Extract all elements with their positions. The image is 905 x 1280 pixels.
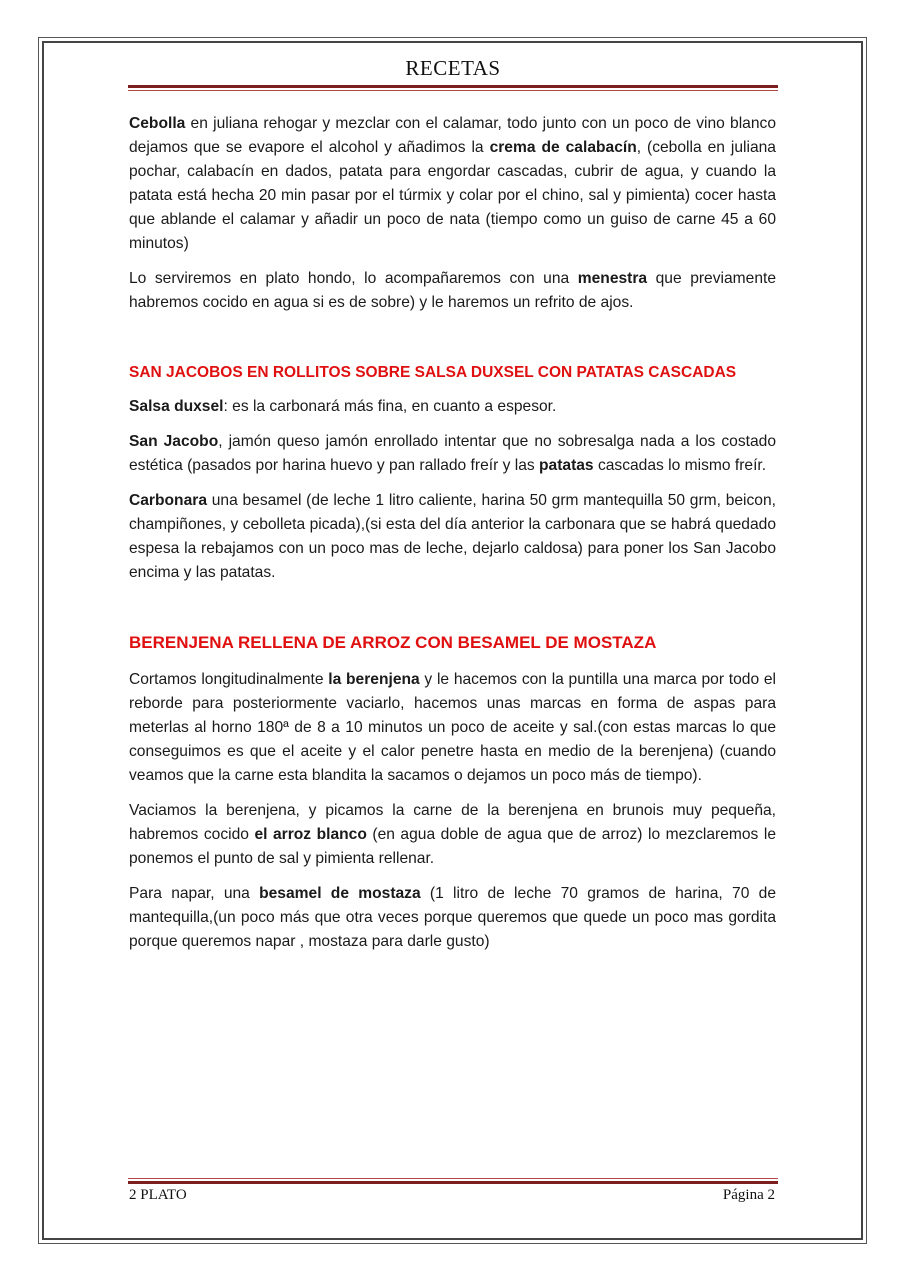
header-rule	[128, 85, 778, 88]
bold-term: el arroz blanco	[254, 826, 367, 843]
paragraph-text: (en agua doble de agua que de arroz) lo mezclaremos le ponemos el punto de sal y pimienta rellenar.	[129, 826, 776, 867]
paragraph-salsa-duxsel	[129, 395, 776, 419]
paragraph-text: Cortamos longitudinalmente	[129, 671, 329, 688]
bold-term: patatas	[539, 457, 594, 474]
paragraph-text: cascadas lo mismo freír.	[593, 457, 767, 474]
paragraph-cebolla	[129, 112, 776, 256]
paragraph-servir	[129, 267, 776, 315]
footer-rule	[128, 1181, 778, 1184]
bold-term: crema de calabacín	[489, 139, 637, 156]
document-body	[129, 112, 776, 965]
bold-term: la berenjena	[328, 671, 420, 688]
paragraph-text: , (cebolla en juliana pochar, calabacín en dados, patata para engordar cascadas, cubrir de agua, y cuando la patata está hecha 20 min pasar por el túrmix y colar por el chino, sal y pimienta) cocer hasta que ablande el calamar y añadir un poco de nata (tiempo como un guiso de carne 45 a 60 minutos)	[129, 139, 776, 252]
paragraph-vaciamos	[129, 799, 776, 871]
bold-term: besamel de mostaza	[259, 885, 421, 902]
footer-section-label: 2 PLATO	[129, 1187, 187, 1203]
paragraph-text: Para napar, una	[129, 885, 260, 902]
paragraph-text: y le hacemos con la puntilla una marca por todo el reborde para posteriormente vaciarlo, hacemos unas marcas en forma de aspas para meterlas al horno 180ª de 8 a 10 minutos un poco de aceite y sal.(con estas marcas lo que conseguimos es que el aceite y el calor penetre hasta en medio de la berenjena) (cuando veamos que la carne esta blandita la sacamos o dejamos un poco más de tiempo).	[129, 671, 776, 784]
paragraph-text: Vaciamos la berenjena, y picamos la carne de la berenjena en brunois muy pequeña, habremos cocido	[129, 802, 776, 843]
paragraph-text: Lo serviremos en plato hondo, lo acompañaremos con una	[129, 270, 578, 287]
paragraph-text: : es la carbonará más fina, en cuanto a espesor.	[223, 398, 557, 415]
bold-term: Carbonara	[129, 492, 207, 509]
footer-rule-thin	[128, 1178, 778, 1179]
page-header-title: RECETAS	[405, 56, 501, 80]
bold-term: menestra	[577, 270, 648, 287]
paragraph-text: en juliana rehogar y mezclar con el calamar, todo junto con un poco de vino blanco dejamos que se evapore el alcohol y añadimos la	[129, 115, 776, 156]
paragraph-napar	[129, 882, 776, 954]
header-rule-thin	[128, 90, 778, 91]
bold-term: San Jacobo	[129, 433, 219, 450]
bold-term: Salsa duxsel	[129, 398, 224, 415]
paragraph-carbonara	[129, 489, 776, 585]
paragraph-text: , jamón queso jamón enrollado intentar que no sobresalga nada a los costado estética (pasados por harina huevo y pan rallado freír y las	[129, 433, 776, 474]
paragraph-text: (1 litro de leche 70 gramos de harina, 70 de mantequilla,(un poco más que otra veces porque queremos que quede un poco mas gordita porque queremos napar , mostaza para darle gusto)	[129, 885, 776, 950]
section-title-berenjena: BERENJENA RELLENA DE ARROZ CON BESAMEL DE MOSTAZA	[129, 633, 657, 652]
paragraph-text: una besamel (de leche 1 litro caliente, harina 50 grm mantequilla 50 grm, beicon, champiñones, y cebolleta picada),(si esta del día anterior la carbonara que se habrá quedado espesa la rebajamos con un poco mas de leche, dejarlo caldosa) para poner los San Jacobo encima y las patatas.	[129, 492, 776, 581]
paragraph-text: que previamente habremos cocido en agua si es de sobre) y le haremos un refrito de ajos.	[129, 270, 776, 311]
footer-page-number: Página 2	[722, 1187, 775, 1203]
paragraph-cortamos	[129, 668, 776, 788]
bold-term: Cebolla	[129, 115, 186, 132]
paragraph-san-jacobo	[129, 430, 776, 478]
section-title-san-jacobos: SAN JACOBOS EN ROLLITOS SOBRE SALSA DUXSEL CON PATATAS CASCADAS	[129, 364, 737, 381]
